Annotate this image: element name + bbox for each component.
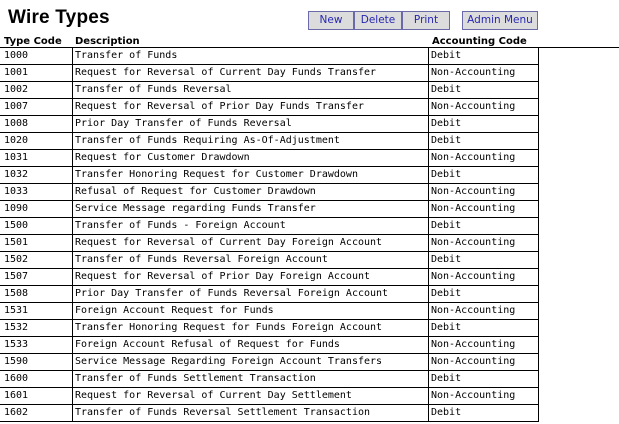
table-row[interactable] bbox=[0, 201, 539, 218]
description-cell[interactable]: Refusal of Request for Customer Drawdown bbox=[73, 184, 429, 200]
description-cell[interactable]: Service Message regarding Funds Transfer bbox=[73, 201, 429, 217]
table-row[interactable] bbox=[0, 371, 539, 388]
accounting-code-cell[interactable]: Debit bbox=[429, 116, 539, 132]
description-cell[interactable]: Prior Day Transfer of Funds Reversal bbox=[73, 116, 429, 132]
type-code-cell[interactable]: 1033 bbox=[0, 184, 73, 200]
description-cell[interactable]: Service Message Regarding Foreign Account Transfers bbox=[73, 354, 429, 370]
type-code-cell[interactable]: 1600 bbox=[0, 371, 73, 387]
table-row[interactable] bbox=[0, 150, 539, 167]
description-cell[interactable]: Request for Reversal of Current Day Settlement bbox=[73, 388, 429, 404]
table-row[interactable] bbox=[0, 286, 539, 303]
delete-button[interactable]: Delete bbox=[354, 11, 402, 30]
accounting-code-cell[interactable]: Non-Accounting bbox=[429, 235, 539, 251]
type-code-cell[interactable]: 1590 bbox=[0, 354, 73, 370]
table-row[interactable] bbox=[0, 133, 539, 150]
accounting-code-cell[interactable]: Debit bbox=[429, 133, 539, 149]
description-cell[interactable]: Transfer of Funds Reversal Foreign Account bbox=[73, 252, 429, 268]
type-code-cell[interactable]: 1500 bbox=[0, 218, 73, 234]
accounting-code-cell[interactable]: Debit bbox=[429, 371, 539, 387]
page-title: Wire Types bbox=[8, 7, 110, 28]
table-row[interactable] bbox=[0, 235, 539, 252]
accounting-code-cell[interactable]: Debit bbox=[429, 320, 539, 336]
table-row[interactable] bbox=[0, 218, 539, 235]
accounting-code-cell[interactable]: Non-Accounting bbox=[429, 303, 539, 319]
type-code-cell[interactable]: 1002 bbox=[0, 82, 73, 98]
print-button[interactable]: Print bbox=[402, 11, 450, 30]
accounting-code-cell[interactable]: Debit bbox=[429, 405, 539, 421]
description-cell[interactable]: Request for Reversal of Current Day Funds Transfer bbox=[73, 65, 429, 81]
table-row[interactable] bbox=[0, 405, 539, 422]
accounting-code-cell[interactable]: Non-Accounting bbox=[429, 269, 539, 285]
table-row[interactable] bbox=[0, 320, 539, 337]
description-cell[interactable]: Transfer of Funds - Foreign Account bbox=[73, 218, 429, 234]
description-cell[interactable]: Request for Reversal of Prior Day Funds Transfer bbox=[73, 99, 429, 115]
type-code-cell[interactable]: 1531 bbox=[0, 303, 73, 319]
description-cell[interactable]: Request for Customer Drawdown bbox=[73, 150, 429, 166]
table-row[interactable] bbox=[0, 269, 539, 286]
table-row[interactable] bbox=[0, 337, 539, 354]
type-code-cell[interactable]: 1031 bbox=[0, 150, 73, 166]
description-cell[interactable]: Foreign Account Request for Funds bbox=[73, 303, 429, 319]
wire-types-table bbox=[0, 48, 539, 422]
table-row[interactable] bbox=[0, 184, 539, 201]
accounting-code-cell[interactable]: Debit bbox=[429, 167, 539, 183]
type-code-cell[interactable]: 1501 bbox=[0, 235, 73, 251]
type-code-cell[interactable]: 1007 bbox=[0, 99, 73, 115]
table-row[interactable] bbox=[0, 303, 539, 320]
type-code-cell[interactable]: 1008 bbox=[0, 116, 73, 132]
description-cell[interactable]: Prior Day Transfer of Funds Reversal Foreign Account bbox=[73, 286, 429, 302]
type-code-cell[interactable]: 1000 bbox=[0, 48, 73, 64]
description-cell[interactable]: Transfer of Funds Reversal Settlement Transaction bbox=[73, 405, 429, 421]
description-cell[interactable]: Request for Reversal of Current Day Foreign Account bbox=[73, 235, 429, 251]
accounting-code-cell[interactable]: Debit bbox=[429, 252, 539, 268]
accounting-code-cell[interactable]: Debit bbox=[429, 48, 539, 64]
new-button[interactable]: New bbox=[308, 11, 354, 30]
table-row[interactable] bbox=[0, 82, 539, 99]
accounting-code-cell[interactable]: Non-Accounting bbox=[429, 150, 539, 166]
column-header-type-code: Type Code bbox=[4, 36, 62, 47]
description-cell[interactable]: Foreign Account Refusal of Request for Funds bbox=[73, 337, 429, 353]
accounting-code-cell[interactable]: Debit bbox=[429, 218, 539, 234]
admin-menu-button[interactable]: Admin Menu bbox=[462, 11, 538, 30]
accounting-code-cell[interactable]: Non-Accounting bbox=[429, 184, 539, 200]
type-code-cell[interactable]: 1532 bbox=[0, 320, 73, 336]
type-code-cell[interactable]: 1001 bbox=[0, 65, 73, 81]
accounting-code-cell[interactable]: Non-Accounting bbox=[429, 388, 539, 404]
description-cell[interactable]: Transfer of Funds bbox=[73, 48, 429, 64]
accounting-code-cell[interactable]: Debit bbox=[429, 286, 539, 302]
accounting-code-cell[interactable]: Non-Accounting bbox=[429, 337, 539, 353]
description-cell[interactable]: Transfer of Funds Requiring As-Of-Adjustment bbox=[73, 133, 429, 149]
accounting-code-cell[interactable]: Debit bbox=[429, 82, 539, 98]
accounting-code-cell[interactable]: Non-Accounting bbox=[429, 65, 539, 81]
type-code-cell[interactable]: 1601 bbox=[0, 388, 73, 404]
table-row[interactable] bbox=[0, 65, 539, 82]
table-row[interactable] bbox=[0, 388, 539, 405]
type-code-cell[interactable]: 1533 bbox=[0, 337, 73, 353]
table-row[interactable] bbox=[0, 99, 539, 116]
description-cell[interactable]: Transfer Honoring Request for Funds Foreign Account bbox=[73, 320, 429, 336]
description-cell[interactable]: Transfer of Funds Settlement Transaction bbox=[73, 371, 429, 387]
accounting-code-cell[interactable]: Non-Accounting bbox=[429, 354, 539, 370]
accounting-code-cell[interactable]: Non-Accounting bbox=[429, 99, 539, 115]
description-cell[interactable]: Transfer Honoring Request for Customer Drawdown bbox=[73, 167, 429, 183]
table-row[interactable] bbox=[0, 354, 539, 371]
accounting-code-cell[interactable]: Non-Accounting bbox=[429, 201, 539, 217]
type-code-cell[interactable]: 1507 bbox=[0, 269, 73, 285]
type-code-cell[interactable]: 1090 bbox=[0, 201, 73, 217]
column-header-accounting-code: Accounting Code bbox=[432, 36, 527, 47]
type-code-cell[interactable]: 1032 bbox=[0, 167, 73, 183]
table-row[interactable] bbox=[0, 252, 539, 269]
column-header-description: Description bbox=[75, 36, 140, 47]
type-code-cell[interactable]: 1508 bbox=[0, 286, 73, 302]
type-code-cell[interactable]: 1602 bbox=[0, 405, 73, 421]
table-row[interactable] bbox=[0, 48, 539, 65]
type-code-cell[interactable]: 1020 bbox=[0, 133, 73, 149]
description-cell[interactable]: Request for Reversal of Prior Day Foreign Account bbox=[73, 269, 429, 285]
table-row[interactable] bbox=[0, 116, 539, 133]
type-code-cell[interactable]: 1502 bbox=[0, 252, 73, 268]
table-row[interactable] bbox=[0, 167, 539, 184]
description-cell[interactable]: Transfer of Funds Reversal bbox=[73, 82, 429, 98]
